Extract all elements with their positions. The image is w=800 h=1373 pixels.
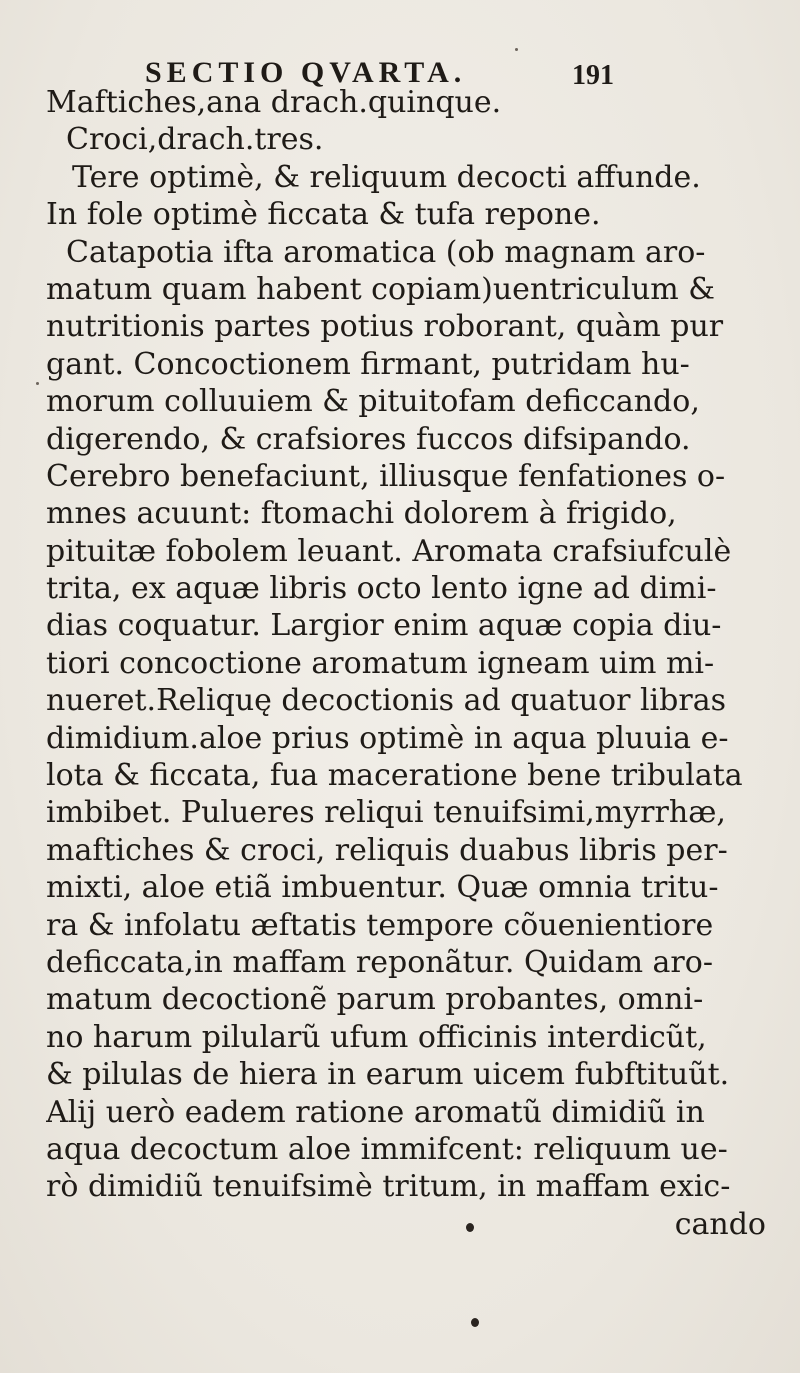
text-line: & pilulas de hiera in earum uicem fubftituũt. <box>46 1057 730 1093</box>
catchword: cando <box>674 1206 766 1242</box>
text-line: Alij uerò eadem ratione aromatũ dimidiũ in <box>46 1094 705 1130</box>
text-line: Cerebro benefaciunt, illiusque fenfationes o- <box>46 458 726 494</box>
page-number: 191 <box>572 60 614 91</box>
text-line: nutritionis partes potius roborant, quàm pur <box>46 309 724 345</box>
text-line: ra & infolatu æftatis tempore cõuenientiore <box>46 907 714 943</box>
text-line: rò dimidiũ tenuifsimè tritum, in maffam exic- <box>46 1169 731 1205</box>
text-line: dimidium.aloe prius optimè in aqua pluuia e- <box>46 720 729 756</box>
text-line: tiori concoctione aromatum igneam uim mi- <box>46 645 715 681</box>
ink-spot <box>466 1223 474 1232</box>
text-line: Maftiches,ana drach.quinque. <box>46 85 502 120</box>
text-line: gant. Concoctionem firmant, putridam hu- <box>46 346 690 382</box>
text-line: Tere optimè, & reliquum decocti affunde. <box>72 159 701 195</box>
text-line: pituitæ fobolem leuant. Aromata crafsiufculè <box>46 533 732 569</box>
text-line: matum decoctionẽ parum probantes, omni- <box>46 982 704 1018</box>
text-line: Croci,drach.tres. <box>66 122 324 158</box>
text-line: Catapotia ifta aromatica (ob magnam aro- <box>66 234 706 270</box>
text-line: deficcata,in maffam reponãtur. Quidam aro- <box>46 944 713 980</box>
text-line: morum colluuiem & pituitofam deficcando, <box>46 384 700 420</box>
running-title: SECTIO QVARTA. <box>145 56 467 89</box>
text-line: maftiches & croci, reliquis duabus libris per- <box>46 832 728 868</box>
text-line: digerendo, & crafsiores fuccos difsipando. <box>46 421 691 457</box>
text-line: In fole optimè ficcata & tufa repone. <box>46 197 601 233</box>
text-line: no harum pilularũ ufum officinis interdicũt, <box>46 1019 707 1055</box>
text-line: nueret.Reliquę decoctionis ad quatuor libras <box>46 683 726 719</box>
ink-spot <box>471 1318 479 1327</box>
text-line: dias coquatur. Largior enim aquæ copia diu- <box>46 608 722 644</box>
text-line: imbibet. Pulueres reliqui tenuifsimi,myrrhæ, <box>46 795 726 831</box>
body-text <box>46 84 766 1243</box>
text-line: aqua decoctum aloe immifcent: reliquum ue- <box>46 1131 728 1167</box>
text-line: matum quam habent copiam)uentriculum & <box>46 271 715 307</box>
paper-speck <box>36 382 39 385</box>
text-line: mixti, aloe etiã imbuentur. Quæ omnia tritu- <box>46 870 719 906</box>
paper-speck <box>515 48 518 51</box>
text-line: trita, ex aquæ libris octo lento igne ad dimi- <box>46 571 717 607</box>
text-line: mnes acuunt: ftomachi dolorem à frigido, <box>46 496 677 532</box>
text-line: lota & ficcata, fua maceratione bene tribulata <box>46 758 743 794</box>
